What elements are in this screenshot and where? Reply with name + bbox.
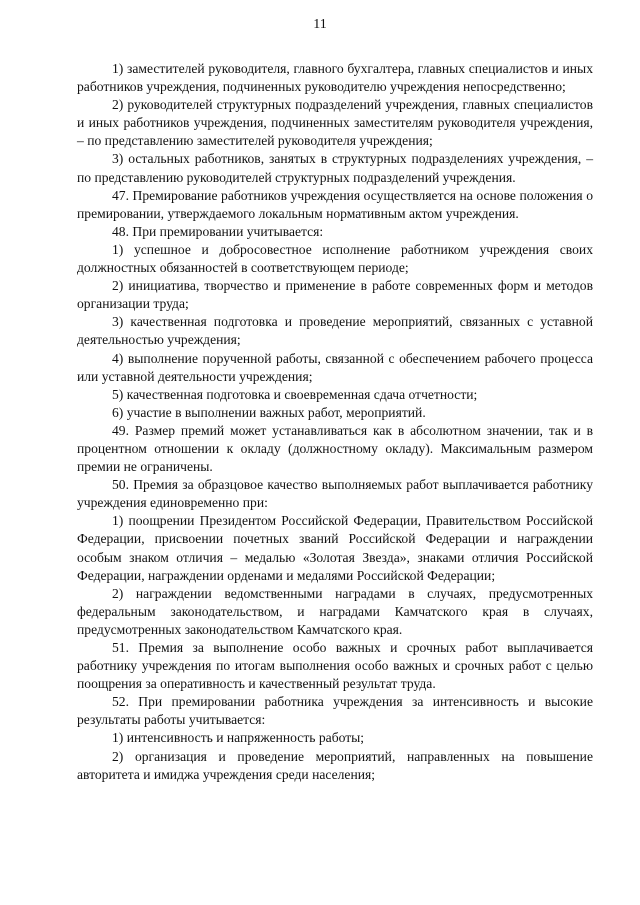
paragraph-46-3: 3) остальных работников, занятых в структурных подразделениях учреждения, – по представлению руководителей структурных подразделений учреждения. bbox=[77, 151, 593, 185]
paragraph-52: 52. При премировании работника учреждения за интенсивность и высокие результаты работы учитывается: bbox=[77, 694, 593, 728]
paragraph-48-2: 2) инициатива, творчество и применение в работе современных форм и методов организации труда; bbox=[77, 278, 593, 312]
paragraph-49: 49. Размер премий может устанавливаться как в абсолютном значении, так и в процентном отношении к окладу (должностному окладу). Максимальным размером премии не ограничены. bbox=[77, 422, 593, 475]
paragraph-48-5: 5) качественная подготовка и своевременная сдача отчетности; bbox=[112, 386, 478, 402]
paragraph-52-2: 2) организация и проведение мероприятий, направленных на повышение авторитета и имиджа учреждения среди населения; bbox=[77, 748, 593, 782]
paragraph-48-4: 4) выполнение порученной работы, связанной с обеспечением рабочего процесса или уставной деятельности учреждения; bbox=[77, 350, 593, 384]
paragraph-50-2: 2) награждении ведомственными наградами в случаях, предусмотренных федеральным законодательством, и наградами Камчатского края в случаях, предусмотренных законодательством Камчатского края. bbox=[77, 585, 593, 637]
document-body bbox=[77, 60, 593, 784]
paragraph-48-1: 1) успешное и добросовестное исполнение работником учреждения своих должностных обязанностей в соответствующем периоде; bbox=[77, 241, 593, 276]
paragraph-48-3: 3) качественная подготовка и проведение мероприятий, связанных с уставной деятельностью учреждения; bbox=[77, 314, 593, 348]
paragraph-48-6: 6) участие в выполнении важных работ, мероприятий. bbox=[112, 404, 426, 420]
paragraph-46-1: 1) заместителей руководителя, главного бухгалтера, главных специалистов и иных работников учреждения, подчиненных руководителю учреждения непосредственно; bbox=[77, 61, 593, 95]
paragraph-51: 51. Премия за выполнение особо важных и срочных работ выплачивается работнику учреждения по итогам выполнения особо важных и срочных работ с целью поощрения за оперативность и качественный результат труда. bbox=[77, 640, 593, 692]
paragraph-46-2: 2) руководителей структурных подразделений учреждения, главных специалистов и иных работников учреждения, подчиненных заместителям руководителя учреждения, – по представлению заместителей руководителя учреждения; bbox=[77, 97, 593, 149]
paragraph-52-1: 1) интенсивность и напряженность работы; bbox=[112, 730, 365, 746]
paragraph-47: 47. Премирование работников учреждения осуществляется на основе положения о премировании, утверждаемого локальным нормативным актом учреждения. bbox=[77, 187, 593, 221]
paragraph-50-1: 1) поощрении Президентом Российской Федерации, Правительством Российской Федерации, присвоении почетных званий Российской Федерации и награждении особым знаком отличия – медалью «Золотая Звезда», знаками отличия Российской Федерации, награждении орденами и медалями Российской Федерации; bbox=[77, 513, 593, 583]
paragraph-50: 50. Премия за образцовое качество выполняемых работ выплачивается работнику учреждения единовременно при: bbox=[77, 477, 593, 511]
paragraph-48: 48. При премировании учитывается: bbox=[112, 223, 324, 239]
page-number: 11 bbox=[313, 17, 327, 32]
